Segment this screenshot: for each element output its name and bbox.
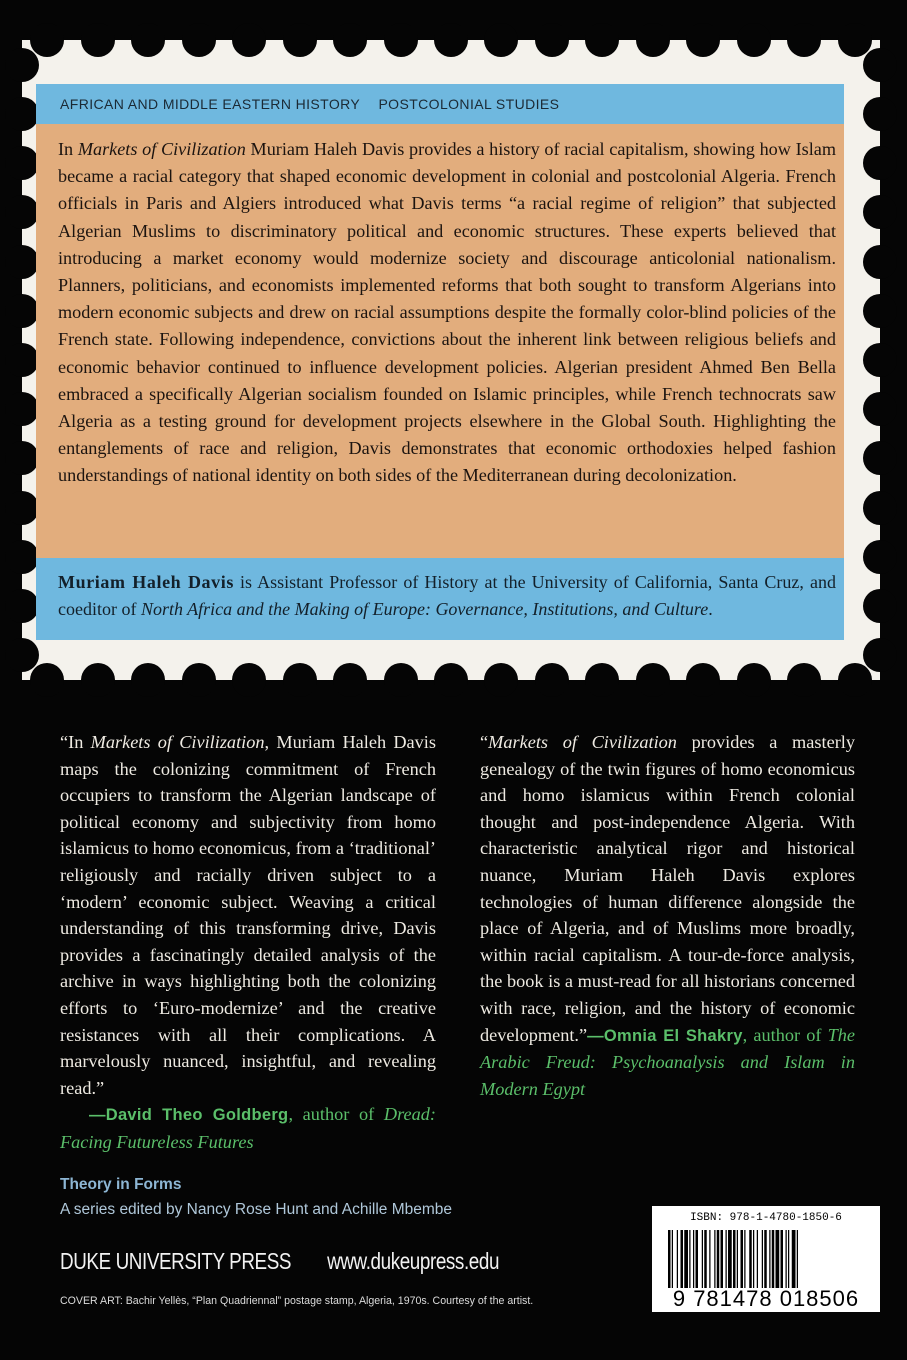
publisher-name: DUKE UNIVERSITY PRESS [60,1248,292,1274]
blurb-signature [60,1101,436,1155]
barcode-bar [709,1230,710,1288]
description-book-title: Markets of Civilization [77,139,246,159]
perforation-hole [283,23,317,57]
perforation-hole [535,23,569,57]
barcode-bar [772,1230,775,1288]
barcode-bar [693,1230,694,1288]
barcode-bar [721,1230,724,1288]
perforation-hole [434,663,468,697]
perforation-hole [131,23,165,57]
blurb-attribution-book: Dread: Facing Futureless Futures [60,1104,436,1152]
author-bio-text: is Assistant Professor of History at the University of California, Santa Cruz, and coeditor of [58,572,836,619]
barcode-bar [781,1230,784,1288]
perforation-hole [5,491,39,525]
perforation-hole [283,663,317,697]
perforation-hole [863,540,897,574]
barcode-bar [704,1230,707,1288]
barcode-bar [776,1230,780,1288]
author-name: Muriam Haleh Davis [58,572,234,592]
endorsement-right [480,729,855,1102]
perforation-hole [5,392,39,426]
barcode-bar [757,1230,758,1288]
perforation-hole [863,392,897,426]
perforation-hole [863,441,897,475]
barcode-bar [769,1230,770,1288]
barcode-bar [741,1230,744,1288]
description-body: Muriam Haleh Davis provides a history of racial capitalism, showing how Islam became a racial category that shaped economic development in colonial and postcolonial Algeria. French officials in Paris and Algiers introduced what Davis terms “a racial regime of religion” that subjected Algerian Muslims to discriminatory political and economic structures. These experts believed that introducing a market economy would modernize society and discourage anticolonial nationalism. Planners, politicians, and economists implemented reforms that both sought to transform Algerians into modern economic subjects and drew on racial assumptions despite the formally color-blind policies of the French state. Following independence, convictions about the inherent link between religious beliefs and economic behavior continued to influence development policies. Algerian president Ahmed Ben Bella embraced a specifically Algerian socialism founded on Islamic principles, while French technocrats saw Algeria as a testing ground for development projects elsewhere in the Global South. Highlighting the entanglements of race and religion, Davis demonstrates that economic orthodoxies helped fashion understandings of national identity on both sides of the Mediterranean during decolonization. [58,139,836,486]
perforation-hole [5,245,39,279]
endorsement-left [60,729,436,1156]
perforation-hole [686,663,720,697]
perforation-hole [5,294,39,328]
series-info [60,1176,452,1219]
blurb-attribution: —David Theo Goldberg [88,1106,289,1125]
barcode-bar [702,1230,703,1288]
barcode-bar [726,1230,727,1288]
perforation-hole [81,663,115,697]
barcode-bar [753,1230,754,1288]
stamp-perforation-left [5,40,39,680]
barcode-bar [681,1230,684,1288]
perforation-hole [535,663,569,697]
postage-stamp-panel [22,40,880,680]
series-editors: A series edited by Nancy Rose Hunt and Achille Mbembe [60,1201,453,1218]
isbn-label: ISBN: 978-1-4780-1850-6 [690,1212,842,1224]
perforation-hole [182,663,216,697]
publisher-line [60,1248,499,1275]
perforation-hole [484,23,518,57]
perforation-hole [5,146,39,180]
subject-category: AFRICAN AND MIDDLE EASTERN HISTORY [60,96,361,112]
barcode-bar [762,1230,763,1288]
blurb-book-title: Markets of Civilization [488,732,677,752]
perforation-hole [5,540,39,574]
perforation-hole [863,343,897,377]
stamp-perforation-right [863,40,897,680]
perforation-hole [863,491,897,525]
barcode-bar [764,1230,767,1288]
perforation-hole [5,195,39,229]
barcode-bar [689,1230,690,1288]
perforation-hole [484,663,518,697]
perforation-hole [863,638,897,672]
perforation-hole [863,294,897,328]
barcode-bar [733,1230,736,1288]
barcode-bar [788,1230,789,1288]
perforation-hole [787,663,821,697]
perforation-hole [686,23,720,57]
book-description [58,136,836,490]
author-other-book: North Africa and the Making of Europe: Governance, Institutions, and Culture [140,599,709,619]
publisher-url[interactable]: www.dukeupress.edu [327,1248,500,1274]
barcode-bar [728,1230,732,1288]
perforation-hole [585,663,619,697]
perforation-hole [81,23,115,57]
perforation-hole [737,663,771,697]
perforation-hole [863,97,897,131]
blurb-attribution-book: The Arabic Freud: Psychoanalysis and Islam in Modern Egypt [480,1024,855,1099]
perforation-hole [131,663,165,697]
perforation-hole [863,589,897,623]
perforation-hole [636,663,670,697]
barcode-bar [696,1230,699,1288]
barcode-bar [668,1230,671,1288]
blurb-text: , Muriam Haleh Davis maps the colonizing commitment of French occupiers to transform the Algerian landscape of political economy and subjectivity from homo islamicus to homo economicus, from a ‘traditional’ religiously and racially driven subject to a ‘modern’ economic subject. Weaving a critical understanding of this transforming drive, Davis provides a fascinatingly detailed analysis of the archive in ways highlighting both the colonizing efforts to ‘Euro-modernize’ and the creative resistances with all their complications. A marvelously nuanced, insightful, and revealing read.” [60,732,436,1098]
description-band [36,124,844,558]
perforation-hole [384,663,418,697]
author-bio-end: . [708,599,713,619]
perforation-hole [737,23,771,57]
perforation-hole [333,663,367,697]
perforation-hole [5,343,39,377]
subject-categories [60,96,573,112]
blurb-book-title: Markets of Civilization [90,732,265,752]
blurb-open: “ [480,732,489,752]
perforation-hole [863,146,897,180]
blurb-attribution-text: , author of [288,1104,384,1125]
perforation-hole [232,663,266,697]
author-bio [58,569,836,623]
barcode-bar [672,1230,673,1288]
barcode-bar [749,1230,752,1288]
cover-art-credit: COVER ART: Bachir Yellès, “Plan Quadriennal” postage stamp, Algeria, 1970s. Courtesy of the artist. [60,1295,534,1307]
perforation-hole [5,589,39,623]
description-intro: In [58,139,78,159]
barcode-bar [677,1230,678,1288]
stamp-perforation-top [22,23,880,57]
perforation-hole [5,48,39,82]
barcode-bars [666,1230,866,1288]
stamp-perforation-bottom [22,663,880,697]
subject-category: POSTCOLONIAL STUDIES [378,96,560,112]
perforation-hole [384,23,418,57]
perforation-hole [863,48,897,82]
barcode-bar [714,1230,715,1288]
author-bio-band [36,558,844,640]
series-title: Theory in Forms [60,1176,182,1193]
perforation-hole [5,97,39,131]
blurb-text: provides a masterly genealogy of the twin figures of homo economicus and homo islamicus within French colonial thought and post-independence Algeria. With characteristic analytical rigor and historical nuance, Muriam Haleh Davis explores technologies of human difference alongside the place of Algeria, and of Muslims more broadly, within racial capitalism. A tour-de-force analysis, the book is a must-read for all historians concerned with race, religion, and the history of economic development.” [480,732,855,1045]
blurb-attribution-text: , author of [742,1024,828,1045]
blurb-attribution: —Omnia El Shakry [587,1026,743,1045]
perforation-hole [333,23,367,57]
perforation-hole [636,23,670,57]
perforation-hole [585,23,619,57]
isbn-barcode [652,1206,880,1312]
perforation-hole [5,638,39,672]
perforation-hole [5,441,39,475]
barcode-bar [684,1230,688,1288]
blurb-open: “In [60,732,91,752]
perforation-hole [434,23,468,57]
perforation-hole [182,23,216,57]
barcode-bar [717,1230,720,1288]
perforation-hole [863,245,897,279]
barcode-bar [737,1230,738,1288]
barcode-digits: 9 781478 018506 [672,1286,860,1311]
barcode-bar [792,1230,796,1288]
barcode-bar [786,1230,787,1288]
perforation-hole [787,23,821,57]
subject-band [36,84,844,124]
barcode-bar [797,1230,798,1288]
barcode-bar [744,1230,745,1288]
perforation-hole [232,23,266,57]
perforation-hole [863,195,897,229]
